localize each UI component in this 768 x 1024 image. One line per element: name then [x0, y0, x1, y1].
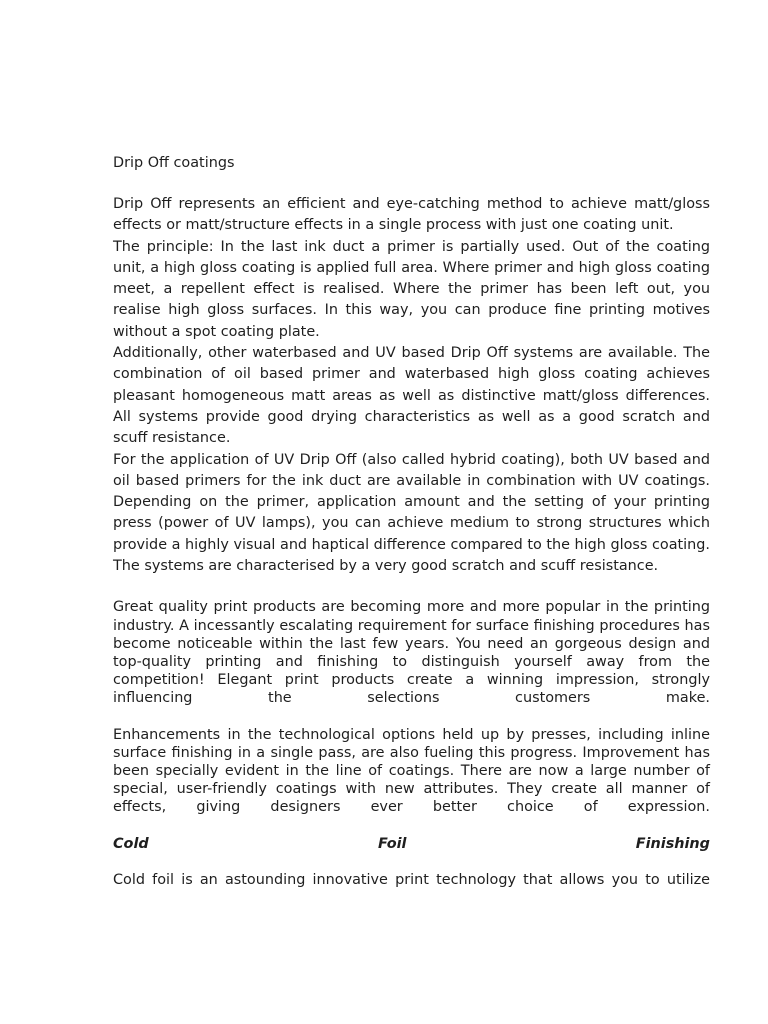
- spacer: [113, 853, 710, 871]
- document-page: [113, 153, 710, 889]
- heading-word: Foil: [377, 835, 407, 852]
- paragraph-enhancements: Enhancements in the technological options held up by presses, including inline surface finishing in a single pass, are also fueling this progress. Improvement has been specially evident in the line of coatings. There are now a large number of special, user-friendly coatings with new attributes. They create all manner of effects, giving designers ever better choice of expression.: [113, 726, 710, 816]
- paragraph-print-quality: Great quality print products are becoming more and more popular in the printing industry. A incessantly escalating requirement for surface finishing procedures has become noticeable within the last few years. You need an gorgeous design and top-quality printing and finishing to distinguish yourself away from the competition! Elegant print products create a winning impression, strongly influencing the selections customers make.: [113, 599, 710, 707]
- spacer: [113, 577, 710, 598]
- spacer: [113, 817, 710, 835]
- paragraph-drip-off-intro: Drip Off represents an efficient and eye-catching method to achieve matt/gloss effects or matt/structure effects in a single process with just one coating unit.: [113, 196, 710, 234]
- section-heading-cold-foil-finishing: [113, 835, 710, 853]
- document-title: Drip Off coatings: [113, 155, 235, 171]
- paragraph-cold-foil: Cold foil is an astounding innovative print technology that allows you to utilize: [113, 871, 710, 888]
- paragraph-uv-drip-off: For the application of UV Drip Off (also called hybrid coating), both UV based and oil based primers for the ink duct are available in combination with UV coatings. Depending on the primer, application amount and the setting of your printing press (power of UV lamps), you can achieve medium to strong structures which provide a highly visual and haptical difference compared to the high gloss coating. The systems are characterised by a very good scratch and scuff resistance.: [113, 451, 710, 575]
- paragraph-principle: The principle: In the last ink duct a primer is partially used. Out of the coating unit, a high gloss coating is applied full area. Where primer and high gloss coating meet, a repellent effect is realised. Where the primer has been left out, you realise high gloss surfaces. In this way, you can produce fine printing motives without a spot coating plate.: [113, 238, 710, 340]
- heading-word: Finishing: [635, 835, 710, 852]
- heading-word: Cold: [113, 835, 149, 852]
- spacer: [113, 708, 710, 726]
- paragraph-additional-systems: Additionally, other waterbased and UV based Drip Off systems are available. The combination of oil based primer and waterbased high gloss coating achieves pleasant homogeneous matt areas as well as distinctive matt/gloss differences. All systems provide good drying characteristics as well as a good scratch and scuff resistance.: [113, 345, 710, 447]
- spacer: [113, 173, 710, 194]
